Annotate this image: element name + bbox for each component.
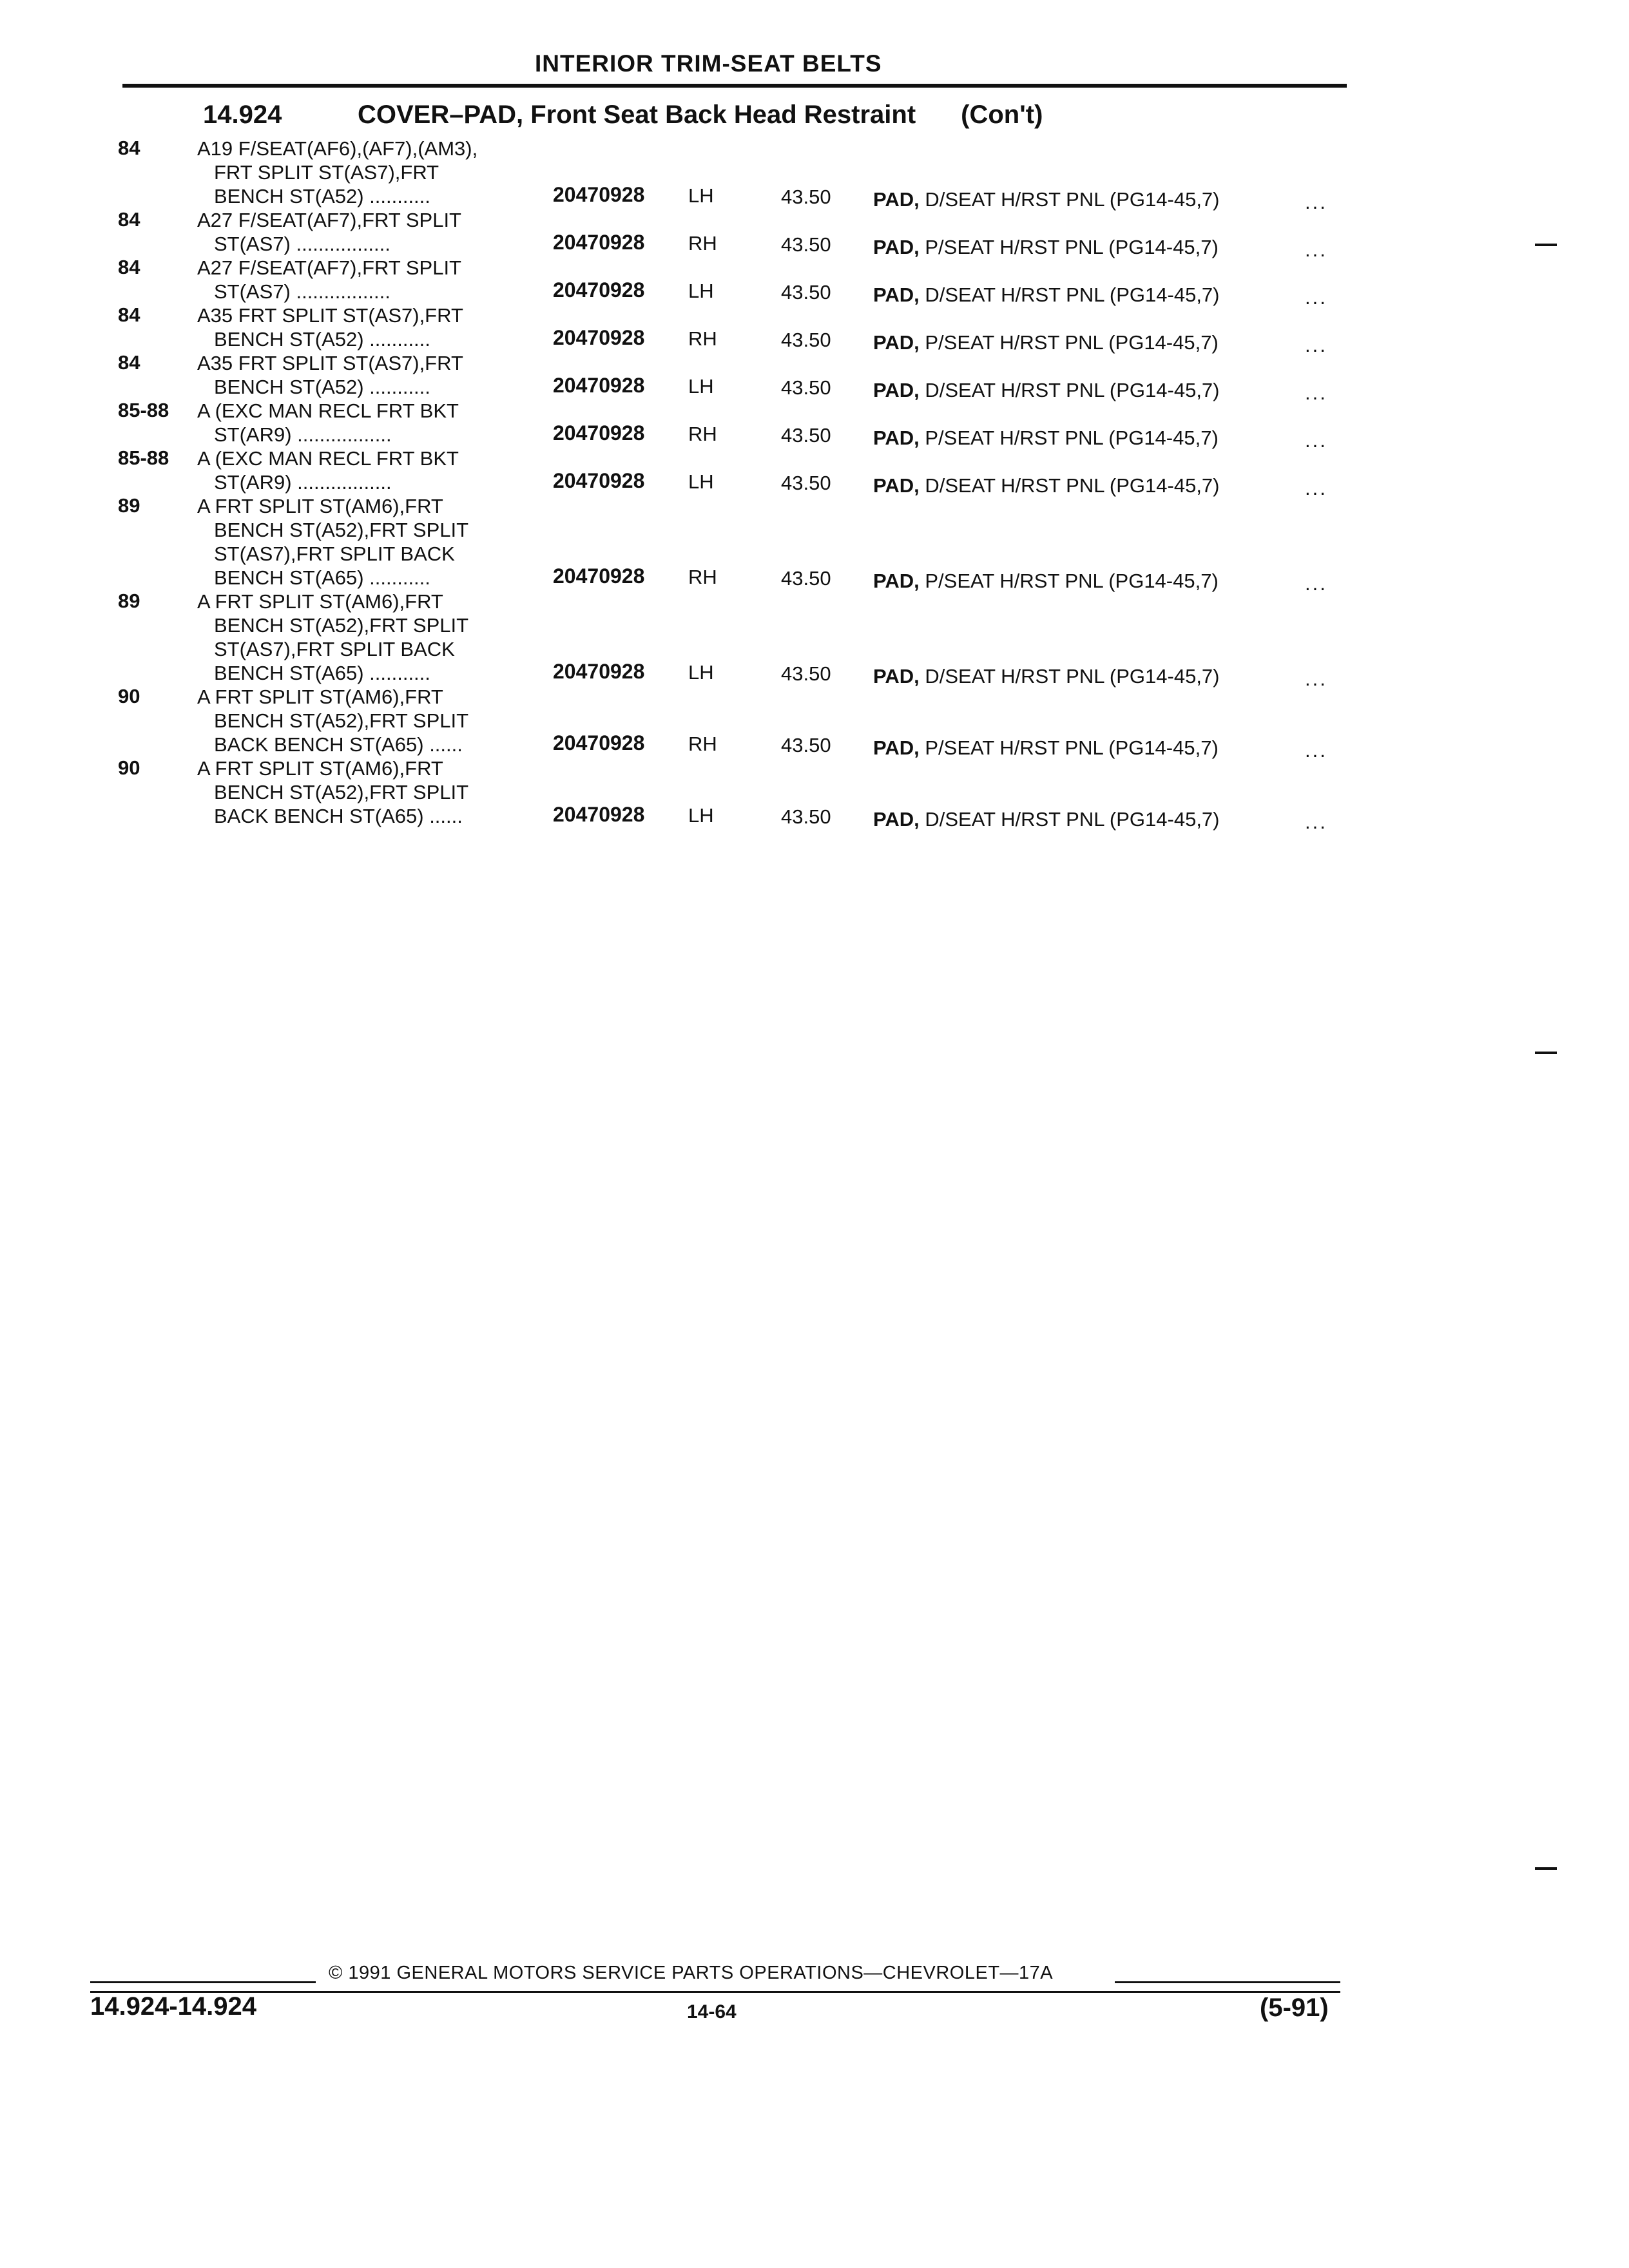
section-continued: (Con't) bbox=[961, 101, 1043, 129]
description-line: ST(AS7) ................. bbox=[214, 233, 390, 255]
part-name: PAD, bbox=[873, 474, 920, 497]
part-number: 20470928 bbox=[553, 731, 645, 754]
part-description bbox=[873, 736, 1219, 760]
part-number: 20470928 bbox=[553, 326, 645, 349]
part-number: 20470928 bbox=[553, 231, 645, 254]
model-year: 84 bbox=[118, 256, 140, 278]
model-year: 90 bbox=[118, 756, 140, 779]
price: 43.50 bbox=[781, 376, 831, 399]
part-name: PAD, bbox=[873, 188, 920, 211]
description-line: BACK BENCH ST(A65) ...... bbox=[214, 805, 463, 827]
price: 43.50 bbox=[781, 186, 831, 208]
part-detail: D/SEAT H/RST PNL (PG14-45,7) bbox=[919, 188, 1220, 211]
footer-rule bbox=[1115, 1981, 1340, 1983]
trailing-leader: ... bbox=[1305, 381, 1327, 404]
trailing-leader: ... bbox=[1305, 477, 1327, 499]
footer-section-range: 14.924-14.924 bbox=[90, 1992, 257, 2021]
description-line: BENCH ST(A65) ........... bbox=[214, 662, 430, 684]
part-name: PAD, bbox=[873, 808, 920, 831]
description-line: A FRT SPLIT ST(AM6),FRT bbox=[197, 757, 443, 780]
part-name: PAD, bbox=[873, 665, 920, 687]
side-code: RH bbox=[688, 232, 717, 255]
model-year: 89 bbox=[118, 494, 140, 517]
part-detail: D/SEAT H/RST PNL (PG14-45,7) bbox=[919, 665, 1220, 687]
description-line: A27 F/SEAT(AF7),FRT SPLIT bbox=[197, 209, 461, 231]
margin-mark bbox=[1535, 1052, 1557, 1054]
application-description bbox=[197, 494, 468, 590]
side-code: LH bbox=[688, 280, 714, 302]
part-detail: D/SEAT H/RST PNL (PG14-45,7) bbox=[919, 284, 1220, 306]
application-description bbox=[197, 208, 461, 256]
part-name: PAD, bbox=[873, 331, 920, 354]
price: 43.50 bbox=[781, 424, 831, 447]
trailing-leader: ... bbox=[1305, 572, 1327, 595]
part-name: PAD, bbox=[873, 427, 920, 449]
part-name: PAD, bbox=[873, 284, 920, 306]
trailing-leader: ... bbox=[1305, 739, 1327, 762]
part-number: 20470928 bbox=[553, 803, 645, 826]
description-line: BENCH ST(A52),FRT SPLIT bbox=[214, 519, 469, 541]
trailing-leader: ... bbox=[1305, 811, 1327, 833]
description-line: BENCH ST(A52) ........... bbox=[214, 376, 430, 398]
side-code: LH bbox=[688, 375, 714, 398]
side-code: RH bbox=[688, 733, 717, 755]
model-year: 90 bbox=[118, 685, 140, 707]
application-description bbox=[197, 303, 463, 351]
description-line: BENCH ST(A52) ........... bbox=[214, 185, 430, 207]
margin-mark bbox=[1535, 244, 1557, 246]
application-description bbox=[197, 399, 459, 447]
application-description bbox=[197, 685, 468, 756]
part-name: PAD, bbox=[873, 570, 920, 592]
section-heading bbox=[203, 101, 1043, 130]
page-number: 14-64 bbox=[687, 2001, 737, 2023]
part-number: 20470928 bbox=[553, 469, 645, 492]
part-number: 20470928 bbox=[553, 183, 645, 206]
side-code: LH bbox=[688, 184, 714, 207]
model-year: 84 bbox=[118, 208, 140, 231]
side-code: RH bbox=[688, 566, 717, 588]
part-description bbox=[873, 284, 1220, 307]
part-detail: P/SEAT H/RST PNL (PG14-45,7) bbox=[919, 331, 1219, 354]
model-year: 84 bbox=[118, 351, 140, 374]
description-line: A27 F/SEAT(AF7),FRT SPLIT bbox=[197, 256, 461, 279]
part-description bbox=[873, 188, 1220, 211]
description-line: BENCH ST(A52),FRT SPLIT bbox=[214, 781, 469, 803]
description-line: FRT SPLIT ST(AS7),FRT bbox=[214, 161, 439, 184]
side-code: LH bbox=[688, 804, 714, 827]
page-title: INTERIOR TRIM-SEAT BELTS bbox=[535, 50, 882, 77]
model-year: 85-88 bbox=[118, 399, 169, 421]
description-line: A FRT SPLIT ST(AM6),FRT bbox=[197, 590, 443, 613]
trailing-leader: ... bbox=[1305, 429, 1327, 452]
application-description bbox=[197, 590, 468, 685]
part-number: 20470928 bbox=[553, 564, 645, 588]
description-line: A FRT SPLIT ST(AM6),FRT bbox=[197, 686, 443, 708]
trailing-leader: ... bbox=[1305, 286, 1327, 309]
part-detail: P/SEAT H/RST PNL (PG14-45,7) bbox=[919, 736, 1219, 759]
description-line: ST(AR9) ................. bbox=[214, 471, 392, 494]
model-year: 85-88 bbox=[118, 447, 169, 469]
trailing-leader: ... bbox=[1305, 191, 1327, 213]
application-description bbox=[197, 447, 459, 494]
part-number: 20470928 bbox=[553, 278, 645, 302]
part-name: PAD, bbox=[873, 736, 920, 759]
description-line: BENCH ST(A52),FRT SPLIT bbox=[214, 614, 469, 637]
part-detail: P/SEAT H/RST PNL (PG14-45,7) bbox=[919, 427, 1219, 449]
part-description bbox=[873, 236, 1219, 259]
description-line: BENCH ST(A52),FRT SPLIT bbox=[214, 709, 469, 732]
part-description bbox=[873, 379, 1220, 402]
description-line: A35 FRT SPLIT ST(AS7),FRT bbox=[197, 352, 463, 374]
description-line: A19 F/SEAT(AF6),(AF7),(AM3), bbox=[197, 137, 478, 160]
description-line: BENCH ST(A65) ........... bbox=[214, 566, 430, 589]
part-detail: D/SEAT H/RST PNL (PG14-45,7) bbox=[919, 379, 1220, 401]
description-line: A (EXC MAN RECL FRT BKT bbox=[197, 399, 459, 422]
description-line: A FRT SPLIT ST(AM6),FRT bbox=[197, 495, 443, 517]
part-name: PAD, bbox=[873, 379, 920, 401]
application-description bbox=[197, 756, 468, 828]
part-description bbox=[873, 427, 1219, 450]
price: 43.50 bbox=[781, 233, 831, 256]
price: 43.50 bbox=[781, 329, 831, 351]
application-description bbox=[197, 137, 477, 208]
price: 43.50 bbox=[781, 734, 831, 756]
part-detail: P/SEAT H/RST PNL (PG14-45,7) bbox=[919, 236, 1219, 258]
part-description bbox=[873, 474, 1220, 497]
footer-date: (5-91) bbox=[1260, 1994, 1329, 2022]
section-title: COVER–PAD, Front Seat Back Head Restraint bbox=[358, 101, 916, 129]
margin-mark bbox=[1535, 1867, 1557, 1870]
description-line: BACK BENCH ST(A65) ...... bbox=[214, 733, 463, 756]
part-detail: D/SEAT H/RST PNL (PG14-45,7) bbox=[919, 808, 1220, 831]
application-description bbox=[197, 351, 463, 399]
part-number: 20470928 bbox=[553, 421, 645, 445]
side-code: RH bbox=[688, 327, 717, 350]
application-description bbox=[197, 256, 461, 303]
model-year: 84 bbox=[118, 303, 140, 326]
trailing-leader: ... bbox=[1305, 334, 1327, 356]
header-rule bbox=[122, 84, 1347, 88]
side-code: LH bbox=[688, 470, 714, 493]
description-line: A (EXC MAN RECL FRT BKT bbox=[197, 447, 459, 470]
part-name: PAD, bbox=[873, 236, 920, 258]
side-code: RH bbox=[688, 423, 717, 445]
price: 43.50 bbox=[781, 662, 831, 685]
model-year: 84 bbox=[118, 137, 140, 159]
description-line: ST(AS7) ................. bbox=[214, 280, 390, 303]
trailing-leader: ... bbox=[1305, 238, 1327, 261]
part-number: 20470928 bbox=[553, 660, 645, 683]
part-detail: D/SEAT H/RST PNL (PG14-45,7) bbox=[919, 474, 1220, 497]
price: 43.50 bbox=[781, 805, 831, 828]
price: 43.50 bbox=[781, 281, 831, 303]
price: 43.50 bbox=[781, 567, 831, 590]
footer-rule bbox=[90, 1981, 316, 1983]
part-description bbox=[873, 570, 1219, 593]
footer-rule-bottom bbox=[90, 1991, 1340, 1993]
part-detail: P/SEAT H/RST PNL (PG14-45,7) bbox=[919, 570, 1219, 592]
part-description bbox=[873, 808, 1220, 831]
part-description bbox=[873, 665, 1220, 688]
trailing-leader: ... bbox=[1305, 668, 1327, 690]
description-line: A35 FRT SPLIT ST(AS7),FRT bbox=[197, 304, 463, 327]
description-line: ST(AS7),FRT SPLIT BACK bbox=[214, 638, 455, 660]
price: 43.50 bbox=[781, 472, 831, 494]
part-description bbox=[873, 331, 1219, 354]
description-line: BENCH ST(A52) ........... bbox=[214, 328, 430, 351]
footer-copyright: © 1991 GENERAL MOTORS SERVICE PARTS OPERATIONS—CHEVROLET—17A bbox=[329, 1963, 1054, 1983]
model-year: 89 bbox=[118, 590, 140, 612]
part-number: 20470928 bbox=[553, 374, 645, 397]
description-line: ST(AR9) ................. bbox=[214, 423, 392, 446]
description-line: ST(AS7),FRT SPLIT BACK bbox=[214, 543, 455, 565]
side-code: LH bbox=[688, 661, 714, 684]
section-number: 14.924 bbox=[203, 101, 282, 129]
